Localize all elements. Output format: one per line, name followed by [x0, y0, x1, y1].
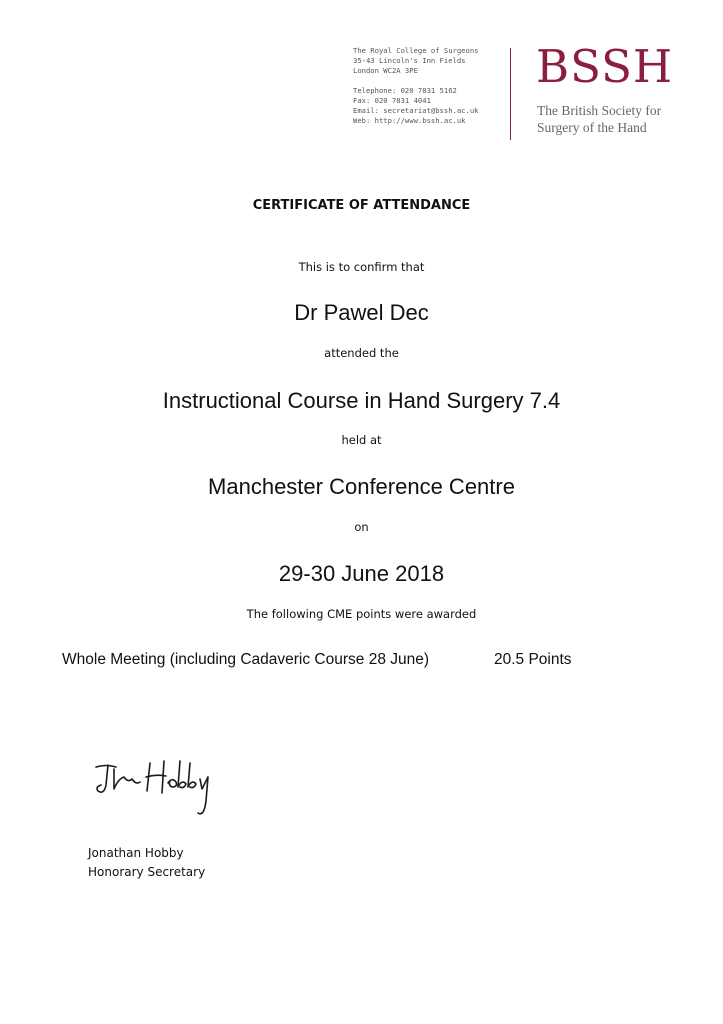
signatory-role: Honorary Secretary	[88, 865, 206, 879]
fax-line: Fax: 020 7831 4041	[353, 95, 431, 105]
signature-image	[92, 755, 222, 827]
letterhead-address	[353, 46, 503, 126]
attended-text: attended the	[324, 346, 399, 360]
cme-text: The following CME points were awarded	[246, 607, 477, 621]
bssh-logo: BSSH	[536, 40, 674, 93]
letterhead-divider	[510, 48, 511, 140]
telephone-line: Telephone: 020 7831 5162	[353, 85, 457, 95]
signatory-block	[88, 844, 205, 882]
society-name	[537, 102, 687, 136]
on-text: on	[354, 520, 369, 534]
society-name-line: Surgery of the Hand	[537, 120, 647, 135]
event-date: 29-30 June 2018	[278, 561, 445, 586]
address-line: London WC2A 3PE	[353, 66, 418, 76]
address-line: 35-43 Lincoln's Inn Fields	[353, 56, 466, 66]
confirm-text: This is to confirm that	[298, 260, 425, 274]
email-line: Email: secretariat@bssh.ac.uk	[353, 106, 479, 116]
signatory-name: Jonathan Hobby	[88, 846, 184, 860]
certificate-title: CERTIFICATE OF ATTENDANCE	[252, 198, 471, 213]
points-value: 20.5 Points	[494, 651, 572, 668]
web-line: Web: http://www.bssh.ac.uk	[353, 116, 466, 126]
venue-name: Manchester Conference Centre	[208, 474, 515, 499]
held-at-text: held at	[341, 433, 382, 447]
address-line: The Royal College of Surgeons	[353, 46, 479, 55]
attendee-name: Dr Pawel Dec	[294, 300, 429, 325]
society-name-line: The British Society for	[537, 103, 662, 118]
points-item: Whole Meeting (including Cadaveric Course 28 June)	[62, 651, 430, 668]
course-name: Instructional Course in Hand Surgery 7.4	[162, 388, 561, 413]
